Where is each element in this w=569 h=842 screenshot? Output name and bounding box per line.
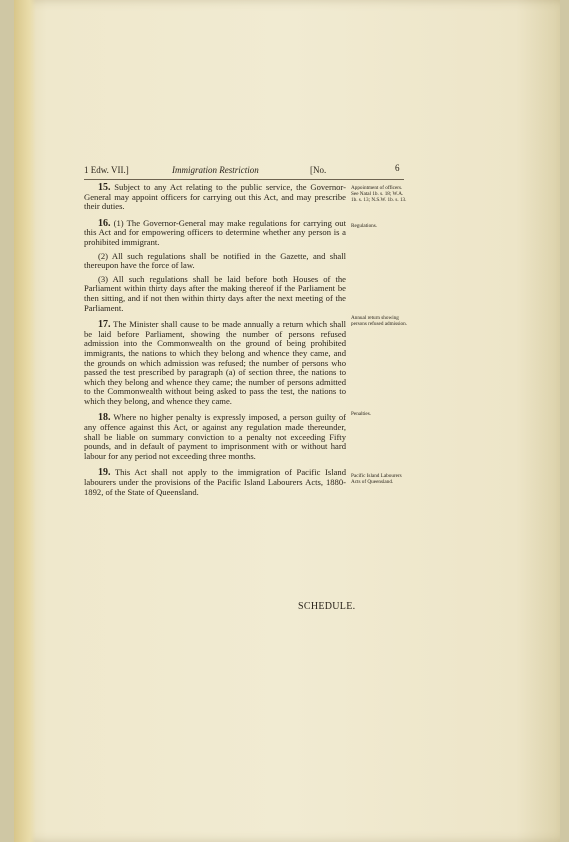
margin-note-penalties: Penalties. — [351, 411, 372, 417]
running-header — [84, 165, 404, 180]
section-text: Subject to any Act relating to the public service, the Governor-General may appoint officers for carrying out this Act, and may prescribe their duties. — [84, 182, 346, 212]
margin-note-appointment: Appointment of officers. See Natal 1b. s. 18; W.A. 1b. s. 13; N.S.W. 1b. s. 13. — [351, 185, 407, 203]
margin-note-annual-return: Annual return showing persons refused admission. — [351, 315, 408, 327]
section-number: 19. — [98, 467, 111, 479]
section-16-subsection-2: (2) All such regulations shall be notified in the Gazette, and shall thereupon have the force of law. — [84, 250, 346, 271]
margin-note-regulations: Regulations. — [351, 223, 378, 229]
header-left: 1 Edw. VII.] — [84, 165, 129, 175]
section-number: 17. — [98, 319, 111, 331]
section-number: 18. — [98, 412, 111, 424]
section-number: 15. — [98, 182, 111, 193]
section-text: Where no higher penalty is expressly imposed, a person guilty of any offence against this Act, or against any regulation made thereunder, shall be liable on summary conviction to a penalty not exceeding Fifty pounds, and in default of payment to imprisonment with or without hard labour for any period not exceeding three months. — [84, 412, 347, 461]
section-16 — [84, 219, 346, 248]
section-text: This Act shall not apply to the immigration of Pacific Island labourers under the provisions of the Pacific Island Labourers Acts, 1880-1892, of the State of Queensland. — [84, 467, 346, 497]
section-17 — [84, 320, 346, 406]
header-right: [No. — [310, 165, 327, 175]
page-number: 6 — [395, 163, 400, 173]
section-text: The Minister shall cause to be made annually a return which shall be laid before Parliament, showing the number of persons refused admission into the Commonwealth on the ground of being prohibited immigrants, the nations to which they belong and whence they came, and the grounds on which admission was refused; the number of persons who passed the test prescribed by paragraph (a) of section three, the nations to which they belong and whence they came; the number of persons admitted to the Commonwealth without being asked to pass the test, the nations to which they belong, and whence they came. — [84, 319, 346, 406]
section-18 — [84, 413, 346, 461]
page-binding-edge — [14, 0, 36, 842]
act-body — [84, 183, 346, 502]
schedule-heading: SCHEDULE. — [298, 601, 356, 612]
header-title: Immigration Restriction — [172, 165, 259, 175]
section-text: (1) The Governor-General may make regulations for carrying out this Act and for empowering officers to determine whether any person is a prohibited immigrant. — [84, 217, 346, 247]
margin-note-pacific-island: Pacific Island Labourers Acts of Queensland. — [351, 473, 402, 485]
section-16-subsection-3: (3) All such regulations shall be laid before both Houses of the Parliament within thirty days after the making thereof if the Parliament be then sitting, and if not then within thirty days after the next meeting of the Parliament. — [84, 273, 346, 313]
section-15 — [84, 183, 346, 212]
section-number: 16. — [98, 217, 111, 229]
section-19 — [84, 468, 346, 497]
